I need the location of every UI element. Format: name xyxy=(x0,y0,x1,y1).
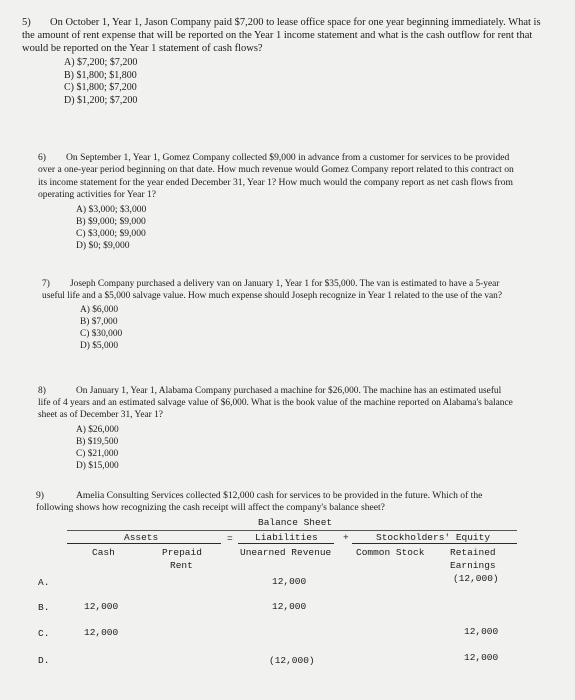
question-text: Joseph Company purchased a delivery van on January 1, Year 1 for $35,000. The van is estimated to have a 5-year useful life and a $5,000 salvage value. How much expense should Joseph recognize in Year 1 related to the use of the van? xyxy=(42,279,503,302)
option-c[interactable]: C) $21,000 xyxy=(76,448,119,459)
title-rule xyxy=(67,530,517,531)
col-unearned-revenue: Unearned Revenue xyxy=(240,547,332,558)
option-c[interactable]: C) $3,000; $9,000 xyxy=(76,228,146,240)
option-d[interactable]: D) $0; $9,000 xyxy=(76,240,130,252)
row-d-unearned: (12,000) xyxy=(269,655,315,666)
option-b[interactable]: B) $7,000 xyxy=(80,317,118,328)
question-number: 9) xyxy=(36,490,44,501)
option-c[interactable]: C) $1,800; $7,200 xyxy=(64,82,137,93)
header-plus: + xyxy=(343,532,349,543)
answer-options xyxy=(80,304,518,352)
option-b[interactable]: B) $9,000; $9,000 xyxy=(76,215,146,227)
row-b-unearned: 12,000 xyxy=(272,601,307,612)
option-a[interactable]: A) $7,200; $7,200 xyxy=(64,57,138,68)
option-d[interactable]: D) $5,000 xyxy=(80,341,119,352)
question-7 xyxy=(42,278,518,352)
assets-rule xyxy=(67,543,221,544)
option-a[interactable]: A) $26,000 xyxy=(76,424,119,435)
col-retained-2: Earnings xyxy=(450,560,496,571)
option-c[interactable]: C) $30,000 xyxy=(80,329,123,340)
row-d-retained: 12,000 xyxy=(464,652,499,663)
row-a-unearned: 12,000 xyxy=(272,576,307,587)
row-c-label[interactable]: C. xyxy=(38,628,50,639)
header-assets: Assets xyxy=(124,532,159,543)
option-d[interactable]: D) $15,000 xyxy=(76,460,119,471)
question-6 xyxy=(38,152,518,252)
question-text: On October 1, Year 1, Jason Company paid $7,200 to lease office space for one year beginning immediately. What is the amount of rent expense that will be reported on the Year 1 income statement and what is the cash outflow for rent that would be reported on the Year 1 statement of cash flows? xyxy=(22,17,541,54)
question-5 xyxy=(22,16,550,107)
col-retained: Retained xyxy=(450,547,496,558)
col-prepaid-2: Rent xyxy=(170,560,193,571)
row-a-label[interactable]: A. xyxy=(38,577,50,588)
col-cash: Cash xyxy=(92,547,115,558)
table-title: Balance Sheet xyxy=(258,517,333,528)
option-a[interactable]: A) $6,000 xyxy=(80,305,119,316)
answer-options xyxy=(76,204,518,253)
row-b-label[interactable]: B. xyxy=(38,602,50,613)
question-number: 8) xyxy=(38,386,46,396)
question-8 xyxy=(38,385,514,472)
question-number: 5) xyxy=(22,17,31,28)
row-b-cash: 12,000 xyxy=(84,601,119,612)
option-b[interactable]: B) $1,800; $1,800 xyxy=(64,69,137,81)
header-equity: Stockholders' Equity xyxy=(376,532,491,543)
row-c-retained: 12,000 xyxy=(464,626,499,637)
question-number: 6) xyxy=(38,152,46,163)
col-common-stock: Common Stock xyxy=(356,547,425,558)
col-prepaid: Prepaid xyxy=(162,547,202,558)
row-d-label[interactable]: D. xyxy=(38,655,50,666)
option-d[interactable]: D) $1,200; $7,200 xyxy=(64,94,138,106)
option-b[interactable]: B) $19,500 xyxy=(76,436,119,447)
question-text: Amelia Consulting Services collected $12,000 cash for services to be provided in the future. Which of the following shows how recognizing the cash receipt will affect the company's balance sheet? xyxy=(36,490,483,514)
liabilities-rule xyxy=(238,543,334,544)
question-text: On September 1, Year 1, Gomez Company collected $9,000 in advance from a customer for services to be provided over a one-year period beginning on that date. How much revenue would Gomez Company report related to this contract on its income statement for the year ended December 31, Year 1? How much would the company report as net cash flows from operating activities for Year 1? xyxy=(38,152,514,201)
row-a-retained: (12,000) xyxy=(453,573,499,584)
option-a[interactable]: A) $3,000; $3,000 xyxy=(76,203,147,215)
answer-options xyxy=(76,424,514,472)
row-c-cash: 12,000 xyxy=(84,627,119,638)
answer-options xyxy=(64,57,550,107)
header-liabilities: Liabilities xyxy=(255,532,318,543)
question-number: 7) xyxy=(42,279,50,289)
question-9 xyxy=(36,490,518,515)
question-text: On January 1, Year 1, Alabama Company purchased a machine for $26,000. The machine has an estimated useful life of 4 years and an estimated salvage value of $6,000. What is the book value of the machine reported on Alabama's balance sheet as of December 31, Year 1? xyxy=(38,386,513,421)
equity-rule xyxy=(352,543,517,544)
header-equals: = xyxy=(227,533,233,544)
